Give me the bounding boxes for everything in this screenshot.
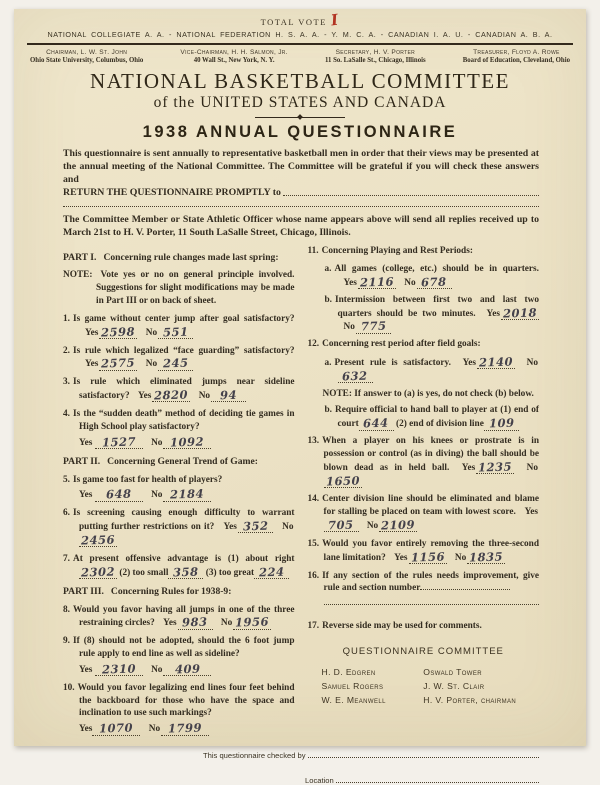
fill-line [336,782,539,783]
part-2-heading [63,455,295,468]
question-number: a. [324,358,332,368]
document-footer [14,751,586,785]
question-text: When a player on his knees or prostrate is in possession or control (as in diving) the ball should be blown dead as in held ball. [322,436,539,473]
return-line [63,187,539,198]
answer-blank-no [233,616,271,629]
question-text: Concerning Playing and Rest Periods: [321,246,473,257]
answer-blank-yes [358,276,396,289]
handwritten-value: 2575 [101,355,136,371]
yes-label: Yes [79,490,93,501]
handwritten-value: 983 [182,615,209,630]
answer-blank-yes [324,519,359,532]
no-label: No [220,618,233,629]
answer-line [79,488,295,502]
handwritten-value: 1156 [410,549,445,565]
no-label: No [366,521,379,532]
note-label: NOTE: [322,388,352,399]
handwritten-value: 2184 [170,486,205,502]
officer-name: Vice-Chairman, H. H. Salmon, Jr. [180,49,288,56]
officer-vice-chairman [180,49,287,64]
no-label: No [282,522,294,533]
dotted-rule [63,206,539,207]
document-body [14,148,586,741]
total-vote-line [14,10,586,30]
handwritten-value: 1650 [325,473,360,489]
question-number: 16. [307,570,320,581]
question-number: 2. [63,345,70,356]
note-text: If answer to (a) is yes, do not check (b) below. [354,388,534,399]
question-11 [308,245,540,258]
question-number: b. [324,405,332,416]
question-text: If any section of the rules needs improvement, give rule and section number [322,570,539,594]
question-number: 3. [63,377,70,388]
question-11a [308,263,540,290]
part-title: Concerning Rules for 1938-9: [110,586,232,598]
answer-line [79,663,295,677]
handwritten-value: 551 [162,324,189,340]
answer-blank-yes [409,551,447,564]
question-number: 10. [63,682,75,693]
no-label: No [198,391,211,402]
part-3-heading [63,585,295,598]
question-number: a. [324,264,332,275]
intro-paragraph: This questionnaire is sent annually to representative basketball men in order that their views may be presented at the annual meeting of the National Committee. The Committee will be grateful if you will check these answers and [63,148,539,185]
handwritten-value: 1235 [478,459,513,475]
answer-blank-no [338,370,373,383]
handwritten-value: 2116 [359,274,395,290]
answer-blank-no [324,475,362,488]
return-label: RETURN THE QUESTIONNAIRE PROMPTLY to [63,186,281,198]
reply-note-paragraph: The Committee Member or State Athletic Officer whose name appears above will send all replies received up to March 21st to H. V. Porter, 11 South LaSalle Street, Chicago, Illinois. [63,213,539,238]
answer-blank-no [356,320,391,333]
answer-blank-no [158,326,193,339]
location-line [63,776,539,785]
answer-blank-yes [99,326,137,339]
yes-label: Yes [223,522,237,533]
committee-column-left [322,665,424,708]
answer-blank-2 [484,417,519,430]
answer-blank-no [79,534,117,547]
part-label: PART III. [63,586,104,598]
officer-address: 40 Wall St., New York, N. Y. [193,57,275,64]
question-text: Is game without center jump after goal satisfactory? [72,313,295,324]
answer-blank-1 [359,417,394,430]
answer-blank-2 [168,566,203,579]
answer-blank-no [163,663,211,676]
total-vote-label: TOTAL VOTE [260,17,327,27]
yes-label: Yes [85,327,99,338]
part-1-heading [63,251,295,264]
handwritten-value: 409 [174,661,201,677]
question-3 [63,376,295,403]
answer-blank-yes [99,357,137,370]
committee-title: NATIONAL BASKETBALL COMMITTEE [90,69,510,93]
handwritten-value: 2598 [101,324,136,340]
questionnaire-document [14,9,586,785]
question-number: 13. [307,436,320,447]
part-title: Concerning General Trend of Game: [107,456,258,468]
question-17 [308,620,540,633]
yes-label: Yes [163,618,177,629]
answer-blank-no [379,519,417,532]
answer-blank-yes [95,436,143,449]
officer-address: 11 So. LaSalle St., Chicago, Illinois [324,57,426,64]
question-number: 1. [63,313,70,324]
question-number: 6. [63,508,70,519]
note-paragraph [63,269,295,307]
question-text: (2) too small [119,567,169,578]
committee-member: Samuel Rogers [321,681,384,692]
answer-blank-3 [254,566,289,579]
ornament-bar [255,117,299,118]
yes-label: Yes [486,308,500,319]
answer-blank-no [161,722,209,735]
question-text: (2) end of division line [396,419,484,430]
question-number: 11. [307,246,319,257]
question-10 [63,682,295,736]
no-label: No [343,322,355,333]
handwritten-value: 358 [172,564,199,579]
question-text: Would you favor entirely removing the three-second lane limitation? [322,538,539,563]
fill-line [283,195,539,196]
question-number: 7. [63,553,70,564]
question-number: 8. [63,604,70,615]
part-label: PART II. [63,456,101,468]
handwritten-value: 1092 [170,434,205,449]
question-number: 15. [307,538,320,549]
committee-column-right [423,665,525,708]
question-text: Is rule which legalized “face guarding” satisfactory? [72,345,295,356]
question-text: Reverse side may be used for comments. [322,621,482,632]
right-column [308,245,540,741]
question-6 [63,507,295,547]
yes-label: Yes [137,391,152,402]
yes-label: Yes [343,277,357,288]
question-text: Would you favor legalizing end lines four feet behind the backboard for those who have the space and inclination to use such markings? [77,682,295,719]
question-text: Concerning rest period after field goals: [322,339,481,350]
no-label: No [526,358,538,368]
answer-line [324,597,540,610]
officer-treasurer [463,49,570,64]
question-13 [308,435,540,488]
question-text: Require official to hand ball to player at (1) end of court [335,405,539,430]
handwritten-value: 2140 [478,354,514,370]
question-text: Is the “sudden death” method of deciding tie games in High School play satisfactory? [72,408,295,432]
no-label: No [454,552,467,563]
officer-name: Chairman, L. W. St. John [46,49,128,56]
part-title: Concerning rule changes made last spring: [103,252,279,264]
question-text: Intermission between first two and last two quarters should be two minutes. [335,294,539,319]
handwritten-value: 1956 [235,615,270,630]
question-12 [308,338,540,351]
question-12-note [308,388,540,401]
question-text: Center division line should be eliminated and blame for stalling be placed on team with lowest score. [322,494,539,518]
question-11b [308,294,540,334]
ornament-divider [14,115,586,119]
no-label: No [151,490,163,501]
no-label: No [526,462,539,473]
ornament-bar [301,117,345,118]
question-text: Would you favor having all jumps in one of the three restraining circles? [72,604,295,629]
committee-member: W. E. Meanwell [321,695,386,706]
total-vote-handwritten-mark: I [329,10,341,30]
answer-blank-yes [95,663,143,676]
question-text: Present rule is satisfactory. [334,358,451,368]
fill-line [308,757,539,758]
yes-label: Yes [79,724,93,735]
question-number: 14. [307,494,320,505]
answer-line [79,436,295,450]
handwritten-value: 648 [105,487,132,502]
question-14 [308,493,540,532]
officer-name: Secretary, H. V. Porter [335,49,415,56]
answer-blank-yes [477,356,515,369]
question-12a [308,356,540,384]
officer-address: Ohio State University, Columbus, Ohio [30,57,144,64]
answer-blank-yes [476,461,514,474]
note-label: NOTE: [63,270,93,281]
committee-member: H. D. Edgren [321,667,376,678]
no-label: No [151,437,163,448]
question-text: (3) too great [205,567,255,578]
answer-blank-yes [238,520,273,533]
yes-label: Yes [79,437,93,448]
answer-line [79,722,295,736]
question-number: 4. [63,408,70,419]
committee-member: Oswald Tower [423,667,482,678]
committee-members [308,665,540,708]
question-8 [63,604,295,631]
yes-label: Yes [85,359,99,370]
question-text: All games (college, etc.) should be in quarters. [334,264,539,275]
officer-secretary [325,49,426,64]
answer-blank-no [417,276,452,289]
handwritten-value: 94 [219,387,238,403]
handwritten-value: 632 [342,368,368,384]
handwritten-value: 705 [328,517,354,533]
answer-blank [324,604,540,605]
answer-blank-yes [92,722,140,735]
question-number: b. [324,294,332,305]
member-organizations-line: NATIONAL COLLEGIATE A. A. - NATIONAL FEDERATION H. S. A. A. - Y. M. C. A. - CANADIAN I. A. U. - CANADIAN A. B. A. [47,30,553,39]
no-label: No [145,327,158,338]
yes-label: Yes [461,462,476,473]
handwritten-value: 775 [360,319,387,334]
left-column [63,245,295,741]
handwritten-value: 352 [242,518,269,534]
question-text: Is rule which eliminated jumps near sideline satisfactory? [72,377,295,402]
question-2 [63,345,295,372]
handwritten-value: 644 [363,415,390,431]
answer-blank-no [163,436,211,449]
checked-by-label: This questionnaire checked by [203,751,306,761]
handwritten-value: 1527 [101,434,136,449]
no-label: No [145,359,158,370]
answer-blank-no [163,488,211,501]
question-7 [63,553,295,580]
answer-blank-no [467,551,505,564]
answer-blank-no [211,389,246,402]
checked-by-line [63,751,539,760]
question-16 [308,570,540,610]
committee-member: H. V. Porter, chairman [423,695,517,706]
handwritten-value: 109 [488,415,515,431]
ornament-diamond [297,114,303,120]
yes-label: Yes [79,664,93,675]
handwritten-value: 224 [258,564,285,579]
handwritten-value: 2109 [381,517,416,533]
question-number: 5. [63,474,70,485]
yes-label: Yes [524,507,538,518]
handwritten-value: 245 [162,356,189,371]
handwritten-value: 1070 [99,720,134,736]
handwritten-value: 2456 [80,532,116,548]
handwritten-value: 2302 [80,564,116,580]
handwritten-value: 2310 [101,661,136,677]
committee-member: J. W. St. Clair [423,681,485,692]
handwritten-value: 2018 [502,305,538,320]
yes-label: Yes [462,358,477,368]
question-15 [308,538,540,565]
answer-blank-yes [152,389,190,402]
no-label: No [151,664,163,675]
no-label: No [148,724,161,735]
question-text: At present offensive advantage is (1) about right [72,553,295,564]
officers-row [14,45,586,64]
question-number: 17. [307,621,320,632]
yes-label: Yes [394,552,408,563]
question-4 [63,408,295,449]
location-label: Location [305,776,334,785]
form-title: 1938 ANNUAL QUESTIONNAIRE [142,123,458,141]
committee-subtitle: of the UNITED STATES AND CANADA [153,94,447,111]
answer-blank-yes [178,616,213,629]
committee-heading: QUESTIONNAIRE COMMITTEE [342,645,504,657]
question-9 [63,635,295,676]
answer-blank-1 [79,566,117,579]
officer-address: Board of Education, Cleveland, Ohio [462,57,570,64]
part-label: PART I. [63,252,97,264]
question-text: Is screening causing enough difficulty to warrant putting further restrictions on it? [72,508,295,533]
question-text: If (8) should not be adopted, should the 6 foot jump rule apply to end line as well as sideline? [72,636,295,660]
question-text: Is game too fast for health of players? [72,474,223,485]
question-12b [308,404,540,431]
handwritten-value: 678 [421,274,448,290]
answer-blank [420,589,510,590]
handwritten-value: 1835 [469,549,504,565]
handwritten-value: 2820 [154,387,189,403]
note-text: Vote yes or no on general principle involved. Suggestions for slight modifications may be made in Part III or on back of sheet. [96,270,295,307]
answer-blank-yes [95,488,143,501]
handwritten-value: 1799 [167,720,203,736]
answer-blank-yes [501,307,539,320]
officer-name: Treasurer, Floyd A. Rowe [473,49,560,56]
answer-blank-no [158,357,193,370]
no-label: No [404,277,416,288]
question-number: 12. [307,339,320,350]
officer-chairman [30,49,143,64]
question-1 [63,313,295,340]
question-number: 9. [63,636,70,647]
question-5 [63,474,295,503]
